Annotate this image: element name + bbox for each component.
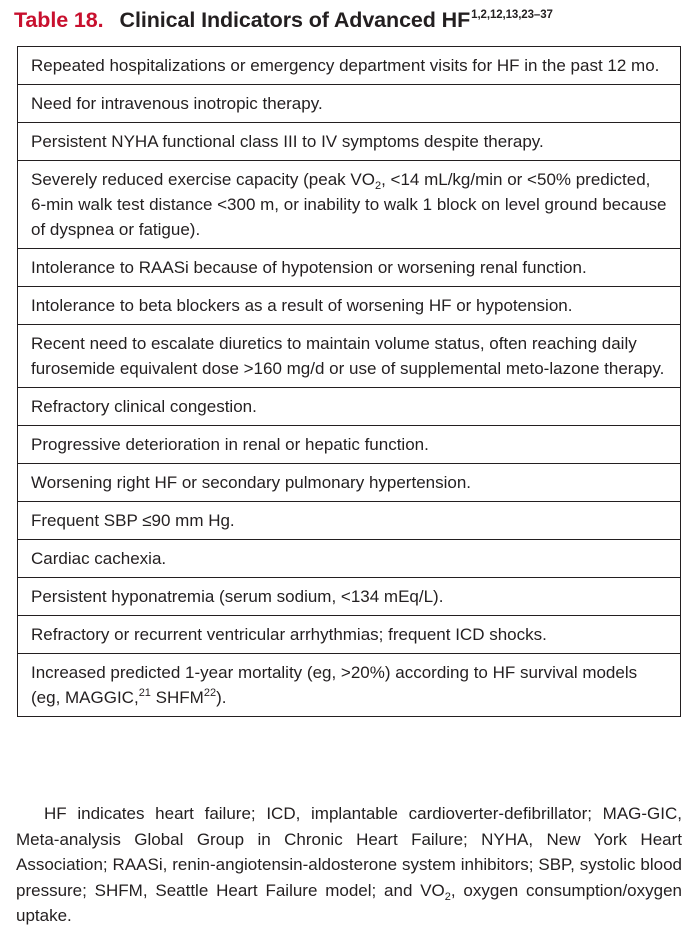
table-cell: Progressive deterioration in renal or hepatic function. xyxy=(18,426,681,464)
cell-text: Severely reduced exercise capacity (peak VO xyxy=(31,170,375,189)
table-cell: Frequent SBP ≤90 mm Hg. xyxy=(18,502,681,540)
table-cell: Persistent NYHA functional class III to IV symptoms despite therapy. xyxy=(18,123,681,161)
table-cell xyxy=(18,161,681,249)
table-cell: Intolerance to RAASi because of hypotension or worsening renal function. xyxy=(18,249,681,287)
table-row xyxy=(18,388,681,426)
subscript: 2 xyxy=(374,180,382,192)
table-row xyxy=(18,287,681,325)
cell-text: Increased predicted 1-year mortality (eg, >20%) according to HF survival models (eg, MAGGIC, xyxy=(31,663,638,707)
superscript-ref: 21 xyxy=(138,687,151,699)
table-row xyxy=(18,161,681,249)
table-cell: Intolerance to beta blockers as a result of worsening HF or hypotension. xyxy=(18,287,681,325)
table-row xyxy=(18,464,681,502)
title-references: 1,2,12,13,23–37 xyxy=(471,9,553,21)
subscript: 2 xyxy=(444,890,451,903)
table-row xyxy=(18,616,681,654)
table-title: Clinical Indicators of Advanced HF xyxy=(119,8,471,32)
cell-text: ). xyxy=(216,688,227,707)
table-row xyxy=(18,578,681,616)
table-footnote xyxy=(16,801,682,929)
table-cell xyxy=(18,654,681,717)
table-caption xyxy=(14,8,553,33)
table-row xyxy=(18,85,681,123)
superscript-ref: 22 xyxy=(203,687,217,699)
table-row xyxy=(18,654,681,717)
table-cell: Recent need to escalate diuretics to maintain volume status, often reaching daily furosemide equivalent dose >160 mg/d or use of supplemental meto-lazone therapy. xyxy=(18,325,681,388)
table-row xyxy=(18,249,681,287)
table-row xyxy=(18,502,681,540)
footnote-text: , oxygen consumption/oxygen uptake. xyxy=(16,880,682,925)
cell-text: , <14 mL/kg/min or <50% predicted, 6-min walk test distance <300 m, or inability to walk 1 block on level ground because of dyspnea or fatigue). xyxy=(31,170,667,239)
table-cell: Need for intravenous inotropic therapy. xyxy=(18,85,681,123)
table-row xyxy=(18,426,681,464)
table-cell: Cardiac cachexia. xyxy=(18,540,681,578)
table-row xyxy=(18,540,681,578)
table-cell: Refractory or recurrent ventricular arrhythmias; frequent ICD shocks. xyxy=(18,616,681,654)
table-cell: Persistent hyponatremia (serum sodium, <134 mEq/L). xyxy=(18,578,681,616)
footnote-text: HF indicates heart failure; ICD, implantable cardioverter-defibrillator; MAG-GIC, Meta-analysis Global Group in Chronic Heart Failure; NYHA, New York Heart Association; RAASi, renin-angiotensin-aldosterone system inhibitors; SBP, systolic blood pressure; SHFM, Seattle Heart Failure model; and VO xyxy=(16,804,682,900)
table-row xyxy=(18,47,681,85)
indicators-table xyxy=(17,46,681,717)
table-cell: Refractory clinical congestion. xyxy=(18,388,681,426)
table-number: Table 18. xyxy=(14,8,104,32)
cell-text: SHFM xyxy=(150,688,204,707)
table-row xyxy=(18,325,681,388)
table-cell: Worsening right HF or secondary pulmonary hypertension. xyxy=(18,464,681,502)
table-row xyxy=(18,123,681,161)
table-cell: Repeated hospitalizations or emergency department visits for HF in the past 12 mo. xyxy=(18,47,681,85)
